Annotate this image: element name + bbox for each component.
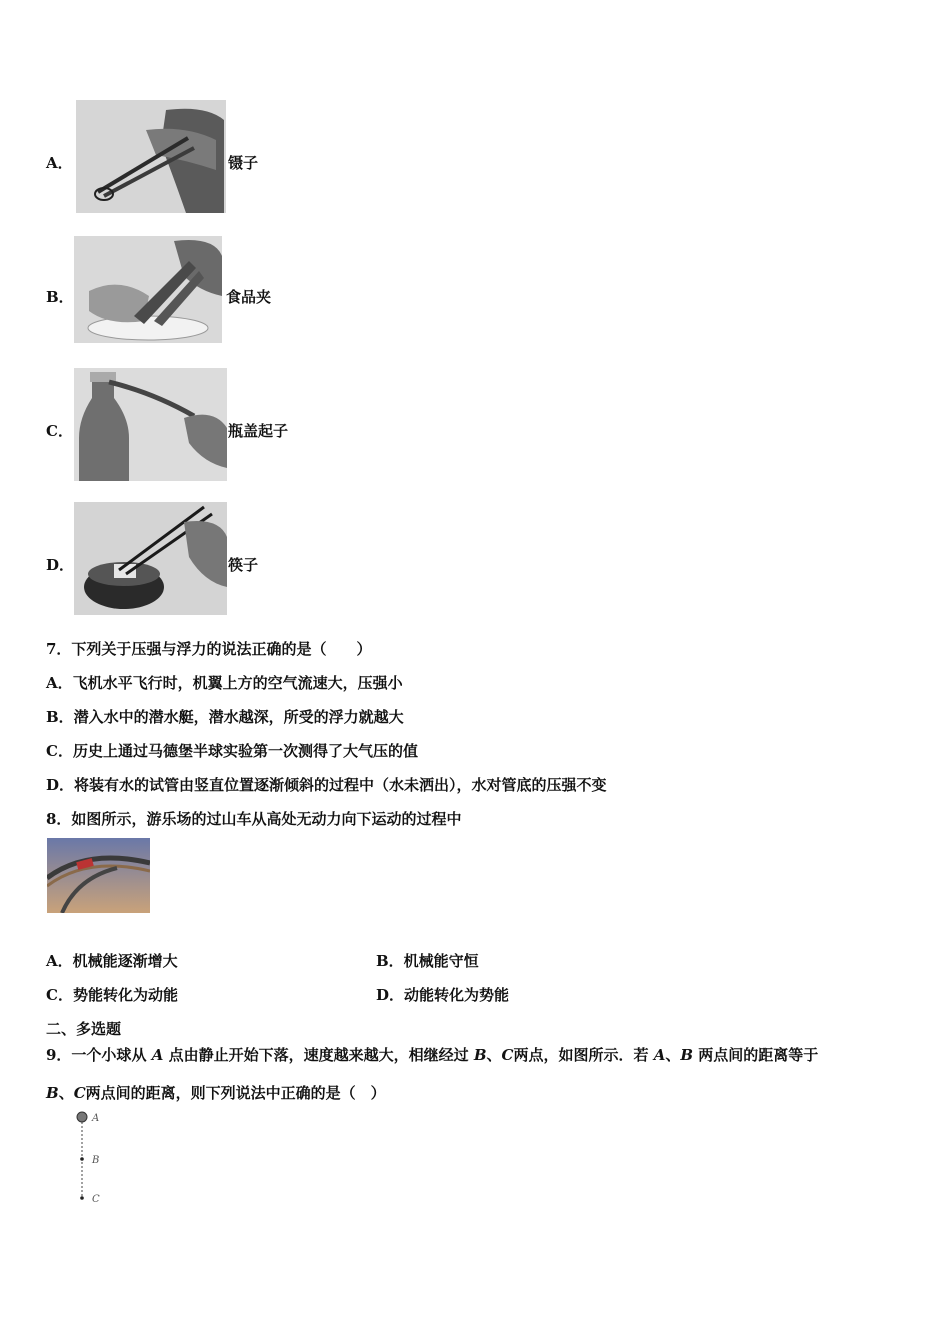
point-b	[80, 1157, 84, 1161]
option-letter: B．	[46, 288, 74, 306]
question-7-option-c: C．历史上通过马德堡半球实验第一次测得了大气压的值	[46, 742, 418, 760]
question-8-option-c: C．势能转化为动能	[46, 986, 178, 1004]
q9-text: 、	[486, 1046, 502, 1064]
point-c	[80, 1196, 84, 1200]
diagram-label-b: B	[92, 1155, 100, 1166]
question-8-stem: 8．如图所示，游乐场的过山车从高处无动力向下运动的过程中	[46, 810, 462, 828]
roller-coaster-photo	[47, 838, 150, 913]
question-7-option-b: B．潜入水中的潜水艇，潜水越深，所受的浮力就越大	[46, 708, 404, 726]
option-label: 瓶盖起子	[228, 422, 289, 440]
point-b-label: B	[680, 1046, 694, 1064]
bottle-opener-photo	[74, 368, 227, 481]
falling-ball-diagram	[70, 1108, 110, 1208]
question-9-line-1	[46, 1044, 818, 1065]
question-7-stem: 7．下列关于压强与浮力的说法正确的是（ ）	[46, 640, 372, 658]
point-b-label: B	[46, 1084, 59, 1102]
question-8-option-a: A．机械能逐渐增大	[46, 952, 178, 970]
option-letter: A．	[46, 154, 73, 172]
ball	[77, 1112, 87, 1122]
section-heading: 二、多选题	[46, 1020, 122, 1038]
q9-text: 、	[58, 1084, 74, 1102]
point-a-label: A	[151, 1046, 164, 1064]
tweezers-photo	[76, 100, 226, 213]
question-7-option-d: D．将装有水的试管由竖直位置逐渐倾斜的过程中（水未洒出），水对管底的压强不变	[46, 776, 607, 794]
q9-text: 两点，如图所示．若	[513, 1046, 649, 1064]
chopsticks-photo	[74, 502, 227, 615]
question-7-option-a: A．飞机水平飞行时，机翼上方的空气流速大，压强小	[46, 674, 403, 692]
point-b-label: B	[473, 1046, 487, 1064]
diagram-label-a: A	[92, 1113, 100, 1124]
q9-text: 9．一个小球从	[46, 1046, 147, 1064]
question-8-option-d: D．动能转化为势能	[376, 986, 510, 1004]
option-label: 镊子	[228, 154, 259, 172]
food-tongs-photo	[74, 236, 222, 343]
diagram-label-c: C	[92, 1194, 100, 1205]
option-label: 筷子	[228, 556, 259, 574]
q9-text: 两点间的距离，则下列说法中正确的是（ ）	[85, 1084, 386, 1102]
point-c-label: C	[501, 1046, 514, 1064]
q9-text: 两点间的距离等于	[698, 1046, 819, 1064]
q9-text: 、	[665, 1046, 681, 1064]
option-letter: C．	[46, 422, 73, 440]
option-letter: D．	[46, 556, 75, 574]
point-c-label: C	[73, 1084, 86, 1102]
point-a-label: A	[653, 1046, 666, 1064]
question-9-line-2	[46, 1082, 386, 1103]
q9-text: 点由静止开始下落，速度越来越大，相继经过	[168, 1046, 469, 1064]
question-8-option-b: B．机械能守恒	[376, 952, 479, 970]
option-label: 食品夹	[226, 288, 272, 306]
